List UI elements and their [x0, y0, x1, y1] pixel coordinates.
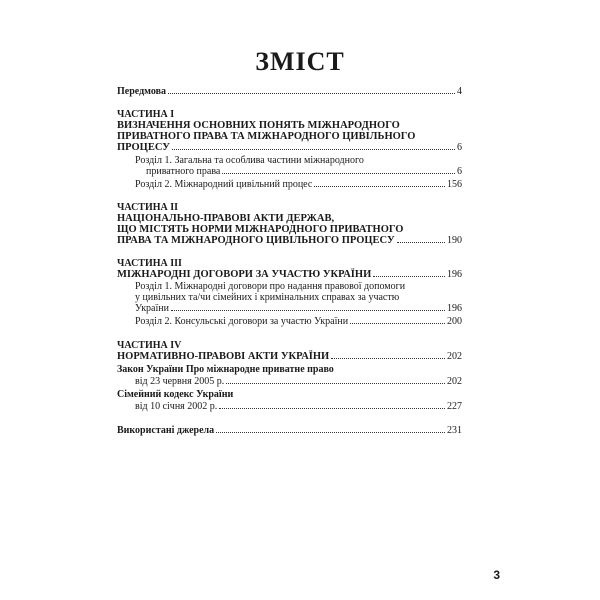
toc-entry-label: НОРМАТИВНО-ПРАВОВІ АКТИ УКРАЇНИ — [117, 351, 330, 362]
toc-page-number: 202 — [447, 351, 462, 362]
toc-entry-law-1[interactable] — [117, 376, 462, 387]
part-2-heading-line: НАЦІОНАЛЬНО-ПРАВОВІ АКТИ ДЕРЖАВ, — [117, 213, 335, 224]
section-3-1-line: Розділ 1. Міжнародні договори про надання правової допомоги — [135, 281, 406, 292]
toc-entry-section-3-1[interactable] — [117, 303, 462, 314]
dot-leader — [168, 93, 455, 94]
part-1-heading-line: ПРИВАТНОГО ПРАВА ТА МІЖНАРОДНОГО ЦИВІЛЬНОГО — [117, 131, 416, 142]
part-2-heading-line: ЩО МІСТЯТЬ НОРМИ МІЖНАРОДНОГО ПРИВАТНОГО — [117, 224, 404, 235]
toc-entry-label: Передмова — [117, 86, 166, 97]
toc-entry-section-1-2[interactable] — [117, 179, 462, 190]
toc-page-number: 227 — [447, 401, 462, 412]
toc-entry-label: ПРАВА ТА МІЖНАРОДНОГО ЦИВІЛЬНОГО ПРОЦЕСУ — [117, 235, 395, 246]
section-3-1-line: у цивільних та/чи сімейних і кримінальних справах за участю — [135, 292, 400, 303]
dot-leader — [226, 383, 445, 384]
dot-leader — [219, 408, 445, 409]
toc-page-number: 202 — [447, 376, 462, 387]
dot-leader — [350, 323, 445, 324]
toc-entry-label: Розділ 2. Міжнародний цивільний процес — [135, 179, 313, 190]
toc-page-number: 4 — [457, 86, 462, 97]
toc-page-number: 190 — [447, 235, 462, 246]
part-2-label: ЧАСТИНА ІІ — [117, 202, 179, 213]
dot-leader — [222, 173, 455, 174]
toc-entry-preface[interactable] — [117, 86, 462, 97]
part-3-label: ЧАСТИНА ІІІ — [117, 258, 182, 269]
toc-entry-label: Використані джерела — [117, 425, 215, 436]
toc-entry-sources[interactable] — [117, 425, 462, 436]
toc-entry-label: Розділ 2. Консульські договори за участю України — [135, 316, 349, 327]
toc-entry-label: ПРОЦЕСУ — [117, 142, 171, 153]
toc-page-number: 6 — [457, 142, 462, 153]
dot-leader — [172, 149, 455, 150]
dot-leader — [373, 276, 445, 277]
toc-entry-part-1[interactable] — [117, 142, 462, 153]
law-2-title: Сімейний кодекс України — [117, 389, 234, 400]
toc-entry-part-4[interactable] — [117, 351, 462, 362]
toc-entry-part-2[interactable] — [117, 235, 462, 246]
toc-page-number: 231 — [447, 425, 462, 436]
toc-entry-label: приватного права — [146, 166, 221, 177]
toc-entry-section-3-2[interactable] — [117, 316, 462, 327]
dot-leader — [216, 432, 445, 433]
dot-leader — [397, 242, 445, 243]
page-title: ЗМІСТ — [255, 47, 345, 76]
toc-entry-label: МІЖНАРОДНІ ДОГОВОРИ ЗА УЧАСТЮ УКРАЇНИ — [117, 269, 372, 280]
toc-entry-section-1-1[interactable] — [117, 166, 462, 177]
toc-entry-law-2[interactable] — [117, 401, 462, 412]
part-1-heading-line: ВИЗНАЧЕННЯ ОСНОВНИХ ПОНЯТЬ МІЖНАРОДНОГО — [117, 120, 400, 131]
dot-leader — [331, 358, 445, 359]
toc-page-number: 200 — [447, 316, 462, 327]
dot-leader — [171, 310, 445, 311]
toc-page-number: 156 — [447, 179, 462, 190]
dot-leader — [314, 186, 445, 187]
toc-page-number: 196 — [447, 303, 462, 314]
toc-entry-label: від 23 червня 2005 р. — [135, 376, 225, 387]
toc-page-number: 6 — [457, 166, 462, 177]
part-1-label: ЧАСТИНА І — [117, 109, 175, 120]
page-number: 3 — [493, 568, 500, 582]
toc-entry-label: України — [135, 303, 169, 314]
toc-page-number: 196 — [447, 269, 462, 280]
toc-entry-label: від 10 січня 2002 р. — [135, 401, 218, 412]
section-1-1-line: Розділ 1. Загальна та особлива частини міжнародного — [135, 155, 364, 166]
part-4-label: ЧАСТИНА IV — [117, 340, 182, 351]
law-1-title: Закон України Про міжнародне приватне право — [117, 364, 334, 375]
toc-entry-part-3[interactable] — [117, 269, 462, 280]
